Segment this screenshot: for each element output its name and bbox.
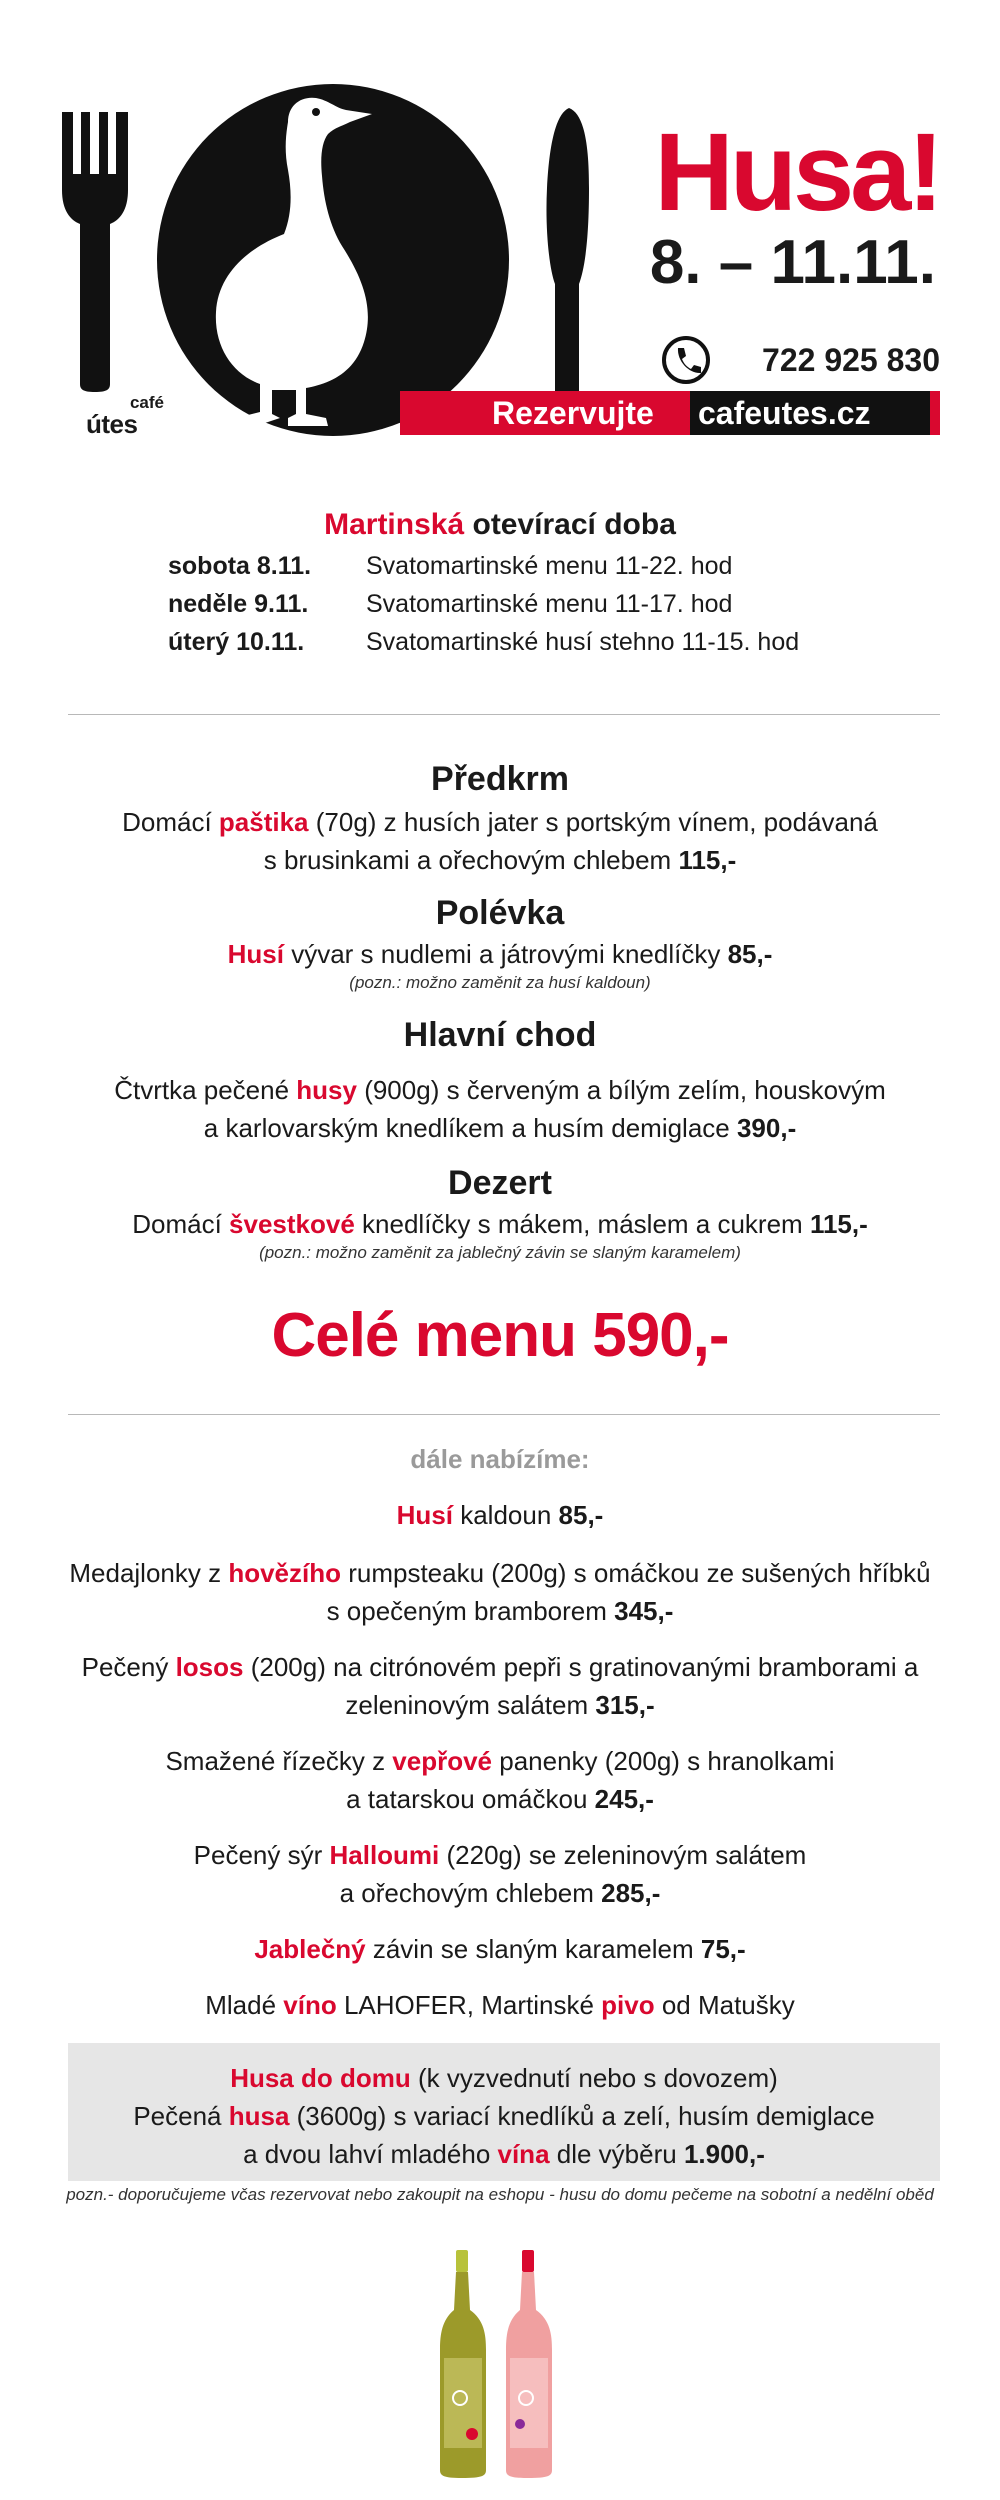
plate-goose-icon: [138, 84, 528, 436]
extra-item: [0, 1648, 1000, 1724]
price: 245,-: [594, 1784, 654, 1814]
price: 285,-: [601, 1878, 661, 1908]
phone-icon: [660, 334, 712, 386]
extra-item: [0, 1554, 1000, 1630]
course-line: Domácí švestkové knedlíčky s mákem, máslem a cukrem 115,-: [132, 1209, 868, 1239]
price: 115,-: [809, 1209, 868, 1239]
extra-line: Pečený sýr Halloumi (220g) se zeleninovým salátem: [193, 1840, 807, 1870]
phone-number: 722 925 830: [762, 342, 940, 378]
white-wine-bottle-icon: [440, 2250, 486, 2478]
event-dates: 8. – 11.11.: [649, 228, 936, 297]
hours-title-rest: otevírací doba: [464, 508, 676, 541]
hours-text: Svatomartinské husí stehno 11-15. hod: [366, 628, 800, 656]
website-link[interactable]: cafeutes.cz: [698, 395, 871, 431]
course-heading: Dezert: [448, 1164, 552, 1202]
hours-text: Svatomartinské menu 11-22. hod: [366, 552, 733, 580]
course-heading: Předkrm: [431, 760, 569, 798]
extra-line: zeleninovým salátem 315,-: [345, 1690, 655, 1720]
rose-wine-bottle-icon: [506, 2250, 552, 2478]
course-line: a karlovarským knedlíkem a husím demiglace 390,-: [203, 1113, 797, 1143]
course-line: Čtvrtka pečené husy (900g) s červeným a bílým zelím, houskovým: [114, 1075, 886, 1105]
price: 390,-: [736, 1113, 797, 1143]
price: 345,-: [614, 1596, 674, 1626]
fork-icon: [62, 112, 128, 392]
extras-heading: dále nabízíme:: [410, 1444, 590, 1474]
hours-row: [168, 590, 732, 619]
course-note: (pozn.: možno zaměnit za husí kaldoun): [349, 973, 651, 992]
course-note: (pozn.: možno zaměnit za jablečný závin se slaným karamelem): [259, 1243, 741, 1262]
logo-top-text: café: [129, 393, 164, 412]
course-starter: [0, 760, 1000, 879]
logo-bottom-text: útes: [86, 409, 138, 439]
hours-row: [168, 552, 732, 581]
extra-line: Smažené řízečky z vepřové panenky (200g) s hranolkami: [165, 1746, 835, 1776]
price: 85,-: [727, 939, 773, 969]
course-heading: Hlavní chod: [403, 1016, 597, 1054]
course-line: s brusinkami a ořechovým chlebem 115,-: [263, 845, 737, 875]
price: 1.900,-: [683, 2139, 765, 2169]
extra-item: Husí kaldoun 85,-: [396, 1500, 604, 1530]
delivery-line: Husa do domu (k vyzvednutí nebo s dovozem): [230, 2063, 778, 2093]
extra-line: Pečený losos (200g) na citrónovém pepři s gratinovanými bramborami a: [81, 1652, 919, 1682]
course-line: Husí vývar s nudlemi a játrovými knedlíčky 85,-: [227, 939, 773, 969]
hours-row: [168, 628, 799, 657]
delivery-line: Pečená husa (3600g) s variací knedlíků a zelí, husím demiglace: [133, 2101, 875, 2131]
extra-line: s opečeným bramborem 345,-: [326, 1596, 674, 1626]
divider: [68, 1414, 940, 1415]
wine-bottles-image: [440, 2248, 560, 2480]
course-main: [0, 1016, 1000, 1147]
extra-line: Medajlonky z hovězího rumpsteaku (200g) s omáčkou ze sušených hříbků: [69, 1558, 931, 1588]
phone-block[interactable]: [660, 334, 940, 386]
extra-item: [0, 1836, 1000, 1912]
delivery-panel: [68, 2043, 940, 2181]
extra-item: Jablečný závin se slaným karamelem 75,-: [254, 1934, 746, 1964]
page-title: Husa!: [654, 111, 940, 234]
hours-text: Svatomartinské menu 11-17. hod: [366, 590, 733, 618]
course-line: Domácí paštika (70g) z husích jater s portským vínem, podávaná: [122, 807, 878, 837]
price: 75,-: [700, 1934, 746, 1964]
cafe-utes-logo: [86, 394, 168, 437]
price: 85,-: [558, 1500, 604, 1530]
extra-item: [0, 1742, 1000, 1818]
hours-title-highlight: Martinská: [324, 508, 465, 541]
extra-line: a ořechovým chlebem 285,-: [339, 1878, 661, 1908]
divider: [68, 714, 940, 715]
reserve-label: Rezervujte: [492, 395, 654, 431]
hours-title: [0, 508, 1000, 542]
reservation-ribbon[interactable]: [400, 391, 940, 435]
extra-item: Mladé víno LAHOFER, Martinské pivo od Matušky: [205, 1990, 795, 2020]
knife-icon: [545, 108, 589, 404]
price: 315,-: [595, 1690, 655, 1720]
price: 115,-: [678, 845, 737, 875]
course-heading: Polévka: [435, 894, 565, 932]
extra-line: a tatarskou omáčkou 245,-: [346, 1784, 654, 1814]
course-soup: [0, 894, 1000, 993]
hours-day: úterý 10.11.: [168, 628, 305, 656]
delivery-line: a dvou lahví mladého vína dle výběru 1.900,-: [243, 2139, 765, 2169]
menu-total: Celé menu 590,-: [271, 1301, 729, 1370]
hours-day: neděle 9.11.: [168, 590, 309, 618]
course-dessert: [0, 1164, 1000, 1263]
footnote: pozn.- doporučujeme včas rezervovat nebo zakoupit na eshopu - husu do domu pečeme na sobotní a nedělní oběd: [66, 2185, 934, 2204]
hours-day: sobota 8.11.: [168, 552, 312, 580]
